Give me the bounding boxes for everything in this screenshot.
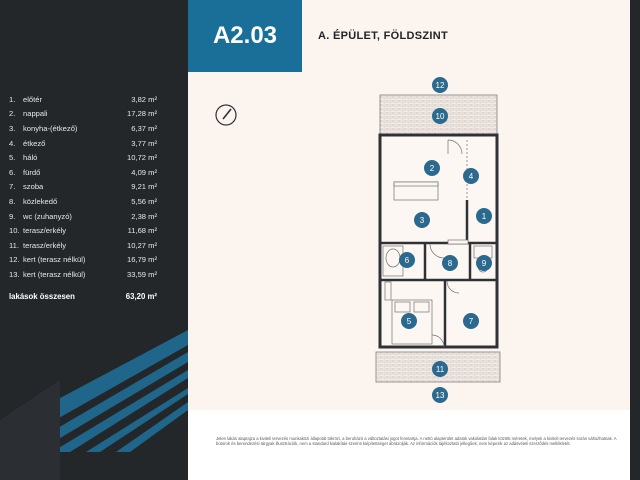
room-name: háló xyxy=(23,153,38,163)
room-name: közlekedő xyxy=(23,196,58,206)
room-area: 11,68 m² xyxy=(127,226,157,236)
room-marker-2 xyxy=(424,160,440,176)
footer xyxy=(188,410,630,480)
room-area: 4,09 m² xyxy=(131,167,157,177)
room-marker-7 xyxy=(463,313,479,329)
room-area: 2,38 m² xyxy=(131,211,157,221)
total-row xyxy=(9,292,157,301)
building-floor-title: A. ÉPÜLET, FÖLDSZINT xyxy=(318,30,449,42)
room-num: 4. xyxy=(9,138,16,148)
room-row xyxy=(9,223,157,238)
room-row xyxy=(9,267,157,282)
room-marker-12 xyxy=(432,77,448,93)
total-value: 63,20 m² xyxy=(125,291,157,301)
room-marker-9 xyxy=(476,255,492,271)
room-name: fürdő xyxy=(23,167,41,177)
floor-plan xyxy=(188,72,630,410)
room-marker-label: 9 xyxy=(481,259,487,268)
room-num: 5. xyxy=(9,153,16,163)
room-num: 12. xyxy=(9,255,20,265)
room-num: 13. xyxy=(9,269,20,279)
room-area: 10,72 m² xyxy=(127,153,157,163)
room-list xyxy=(9,92,157,301)
room-marker-label: 13 xyxy=(435,391,445,400)
room-num: 8. xyxy=(9,196,16,206)
room-row xyxy=(9,180,157,195)
room-area: 33,59 m² xyxy=(127,269,157,279)
room-marker-label: 12 xyxy=(435,81,445,90)
room-name: kert (terasz nélkül) xyxy=(23,255,86,265)
right-edge-strip xyxy=(630,0,640,480)
room-marker-label: 6 xyxy=(404,256,410,265)
room-row xyxy=(9,194,157,209)
room-row xyxy=(9,136,157,151)
room-row xyxy=(9,165,157,180)
room-marker-label: 1 xyxy=(481,212,487,221)
room-num: 9. xyxy=(9,211,16,221)
room-area: 3,82 m² xyxy=(131,94,157,104)
room-area: 10,27 m² xyxy=(127,240,157,250)
room-name: kert (terasz nélkül) xyxy=(23,269,86,279)
room-num: 1. xyxy=(9,94,16,104)
room-marker-label: 7 xyxy=(468,317,474,326)
room-marker-11 xyxy=(432,361,448,377)
room-name: terasz/erkély xyxy=(23,226,67,236)
room-row xyxy=(9,238,157,253)
apartment-code: A2.03 xyxy=(212,22,278,49)
room-marker-5 xyxy=(401,313,417,329)
room-name: szoba xyxy=(23,182,44,192)
room-name: előtér xyxy=(23,94,42,104)
room-area: 5,56 m² xyxy=(131,196,157,206)
room-name: wc (zuhanyzó) xyxy=(23,211,72,221)
compass-icon xyxy=(214,103,238,127)
room-marker-3 xyxy=(414,212,430,228)
room-num: 11. xyxy=(9,240,19,250)
room-num: 7. xyxy=(9,182,16,192)
room-name: nappali xyxy=(23,109,48,119)
room-area: 6,37 m² xyxy=(131,123,157,133)
room-area: 16,79 m² xyxy=(127,255,157,265)
room-num: 3. xyxy=(9,123,16,133)
room-marker-label: 4 xyxy=(468,172,474,181)
room-row xyxy=(9,150,157,165)
room-num: 2. xyxy=(9,109,16,119)
apartment-code-box xyxy=(188,0,302,72)
room-row xyxy=(9,209,157,224)
room-num: 6. xyxy=(9,167,16,177)
room-area: 9,21 m² xyxy=(131,182,157,192)
room-row xyxy=(9,107,157,122)
room-area: 3,77 m² xyxy=(131,138,157,148)
room-marker-label: 8 xyxy=(447,259,453,268)
room-marker-13 xyxy=(432,387,448,403)
room-name: konyha-(étkező) xyxy=(23,123,78,133)
room-row xyxy=(9,92,157,107)
room-marker-6 xyxy=(399,252,415,268)
floor-plan-area xyxy=(188,72,630,410)
room-marker-label: 10 xyxy=(435,112,445,121)
room-marker-label: 11 xyxy=(435,365,445,374)
room-row xyxy=(9,121,157,136)
room-name: étkező xyxy=(23,138,46,148)
room-marker-label: 5 xyxy=(406,317,412,326)
room-marker-label: 3 xyxy=(419,216,425,225)
room-area: 17,28 m² xyxy=(127,109,157,119)
room-marker-8 xyxy=(442,255,458,271)
disclaimer-text: Jelen lakás alaprajza a kiviteli tervezés munkaközi állapotát tükrözi, a beruházó a változtatási jogot fenntartja. A nettó alapterület adatok vakolatlan falak közötti méretek, melyek a kiviteli tervezés során változhatnak. A bútorok és berendezési tárgyak illusztrációk, nem a standard kialakítás szerinti kiépítettséget ábrázolják. Az információk tájékoztató jellegűek, nem képezik az adásvételi szerződés mellékletét. xyxy=(216,436,617,447)
room-marker-1 xyxy=(476,208,492,224)
room-marker-10 xyxy=(432,108,448,124)
room-row xyxy=(9,253,157,268)
room-marker-label: 2 xyxy=(429,164,435,173)
room-name: terasz/erkély xyxy=(23,240,67,250)
room-marker-4 xyxy=(463,168,479,184)
total-label: lakások összesen xyxy=(9,291,75,301)
sidebar xyxy=(0,0,188,480)
room-num: 10. xyxy=(9,226,20,236)
